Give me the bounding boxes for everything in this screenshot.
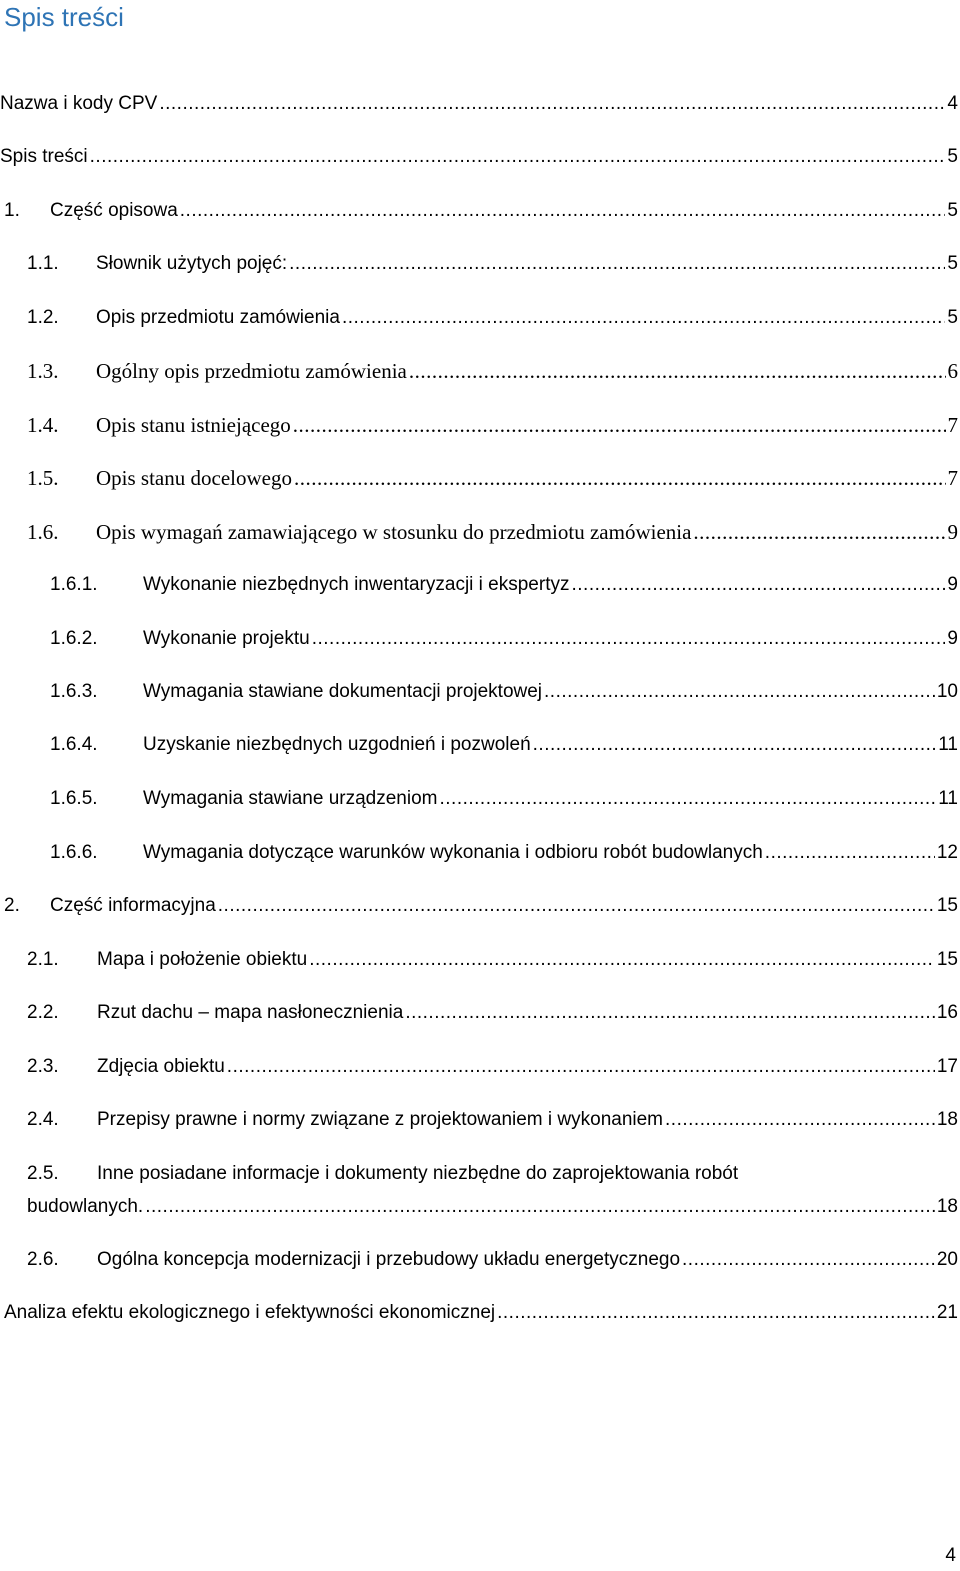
toc-leader [407,356,946,386]
page-number: 4 [945,1545,956,1566]
toc-entry[interactable] [0,677,958,707]
toc-entry-label: Uzyskanie niezbędnych uzgodnień i pozwoleń [143,734,531,755]
toc-entry-number: 1.4. [27,413,59,437]
toc-entry-label: Wykonanie niezbędnych inwentaryzacji i ekspertyz [143,574,570,595]
toc-entry-page: 5 [947,253,958,274]
toc-entry[interactable] [0,303,958,333]
toc-entry-number: 1.5. [27,466,59,490]
toc-leader [340,303,945,333]
toc-entry-page: 15 [936,895,958,916]
toc-entry[interactable] [0,1052,958,1082]
toc-leader [307,945,935,975]
toc-entry-label: Wykonanie projektu [143,628,310,649]
toc-entry-number: 1.6.3. [50,681,98,702]
toc-entry-page: 9 [947,574,958,595]
toc-entry-label: Analiza efektu ekologicznego i efektywności ekonomicznej [4,1302,496,1323]
toc-entry-number: 2. [4,895,20,916]
toc-entry[interactable] [0,784,958,814]
toc-entry-page: 9 [947,520,958,544]
toc-entry-label: Rzut dachu – mapa nasłonecznienia [97,1002,404,1023]
toc-entry-label: Zdjęcia obiektu [97,1056,225,1077]
toc-entry-page: 16 [936,1002,958,1023]
toc-leader [216,891,935,921]
toc-entry-label: Wymagania dotyczące warunków wykonania i odbioru robót budowlanych [143,842,763,863]
toc-entry-number: 1.6.6. [50,842,98,863]
toc-entry-label: Opis stanu istniejącego [96,413,291,437]
toc-leader [287,249,945,279]
toc-entry-label: Spis treści [0,146,88,167]
toc-entry-page: 4 [947,93,958,114]
toc-entry-page: 18 [936,1109,958,1130]
toc-entry[interactable] [0,891,958,921]
toc-entry-label: Wymagania stawiane dokumentacji projektowej [143,681,543,702]
toc-entry-label: Część informacyjna [50,895,216,916]
toc-entry[interactable] [0,730,958,760]
toc-entry-label: Opis przedmiotu zamówienia [96,307,340,328]
toc-entry[interactable] [0,1159,958,1222]
toc-entry-page: 12 [936,842,958,863]
toc-entry-number: 2.3. [27,1056,59,1077]
toc-entry[interactable] [0,463,958,493]
toc-entry-number: 1.6. [27,520,59,544]
toc-entry[interactable] [0,570,958,600]
toc-entry-number: 2.4. [27,1109,59,1130]
toc-entry-number: 2.1. [27,949,59,970]
toc-entry-page: 7 [947,413,958,437]
toc-entry[interactable] [0,1245,958,1275]
toc-entry-label: Nazwa i kody CPV [0,93,158,114]
toc-entry-label-continuation: budowlanych. [27,1196,144,1217]
toc-entry[interactable] [0,838,958,868]
toc-entry-label: Przepisy prawne i normy związane z projektowaniem i wykonaniem [97,1109,664,1130]
toc-entry-number: 1.6.2. [50,628,98,649]
toc-leader [157,89,945,119]
toc-entry-page: 21 [936,1302,958,1323]
toc-entry[interactable] [0,89,958,119]
toc-entry-number: 2.5. [27,1163,59,1184]
toc-entry-page: 20 [936,1249,958,1270]
toc-entry-page: 5 [947,146,958,167]
toc-entry[interactable] [0,624,958,654]
toc-entry-label: Inne posiadane informacje i dokumenty niezbędne do zaprojektowania robót [97,1163,739,1184]
toc-entry[interactable] [0,142,958,172]
toc-entry[interactable] [0,196,958,226]
toc-entry-page: 9 [947,628,958,649]
toc-entry[interactable] [0,1105,958,1135]
toc-leader [531,730,937,760]
toc-entry-page: 17 [936,1056,958,1077]
toc-entry-page: 6 [947,359,958,383]
toc-entry-label: Słownik użytych pojęć: [96,253,288,274]
toc-entry-label: Ogólny opis przedmiotu zamówienia [96,359,407,383]
toc-leader [495,1298,935,1328]
toc-entry-label: Opis wymagań zamawiającego w stosunku do przedmiotu zamówienia [96,520,692,544]
toc-leader [763,838,935,868]
toc-entry-label: Opis stanu docelowego [96,466,292,490]
toc-leader [291,410,946,440]
toc-leader [310,624,946,654]
toc-entry-label: Wymagania stawiane urządzeniom [143,788,438,809]
toc-leader [225,1052,935,1082]
toc-entry-number: 1.3. [27,359,59,383]
toc-entry-page: 11 [938,734,958,755]
toc-entry-label: Mapa i położenie obiektu [97,949,308,970]
toc-entry-number: 1.6.1. [50,574,98,595]
toc-entry-number: 1. [4,200,20,221]
toc-entry[interactable] [0,517,958,547]
toc-entry-page: 15 [936,949,958,970]
toc-leader [569,570,945,600]
toc-entry-page: 11 [938,788,958,809]
toc-leader [292,463,946,493]
toc-entry-label: Część opisowa [50,200,178,221]
toc-leader [88,142,946,172]
toc-leader [143,1192,935,1222]
toc-entry-number: 2.6. [27,1249,59,1270]
toc-leader [178,196,946,226]
toc-entry[interactable] [0,998,958,1028]
toc-entry-page: 18 [936,1196,958,1217]
toc-entry-number: 2.2. [27,1002,59,1023]
toc-leader [663,1105,935,1135]
toc-entry-page: 5 [947,307,958,328]
toc-entry[interactable] [0,410,958,440]
toc-leader [680,1245,935,1275]
toc-entry[interactable] [0,356,958,386]
toc-leader [691,517,945,547]
toc-entry-number: 1.1. [27,253,59,274]
page-title: Spis treści [4,2,124,32]
toc-entry-number: 1.6.5. [50,788,98,809]
toc-entry[interactable] [0,249,958,279]
toc-entry-page: 5 [947,200,958,221]
toc-entry-page: 7 [947,466,958,490]
toc-entry-page: 10 [936,681,958,702]
toc-leader [403,998,935,1028]
toc-leader [437,784,936,814]
toc-entry-number: 1.6.4. [50,734,98,755]
toc-leader [542,677,935,707]
toc-entry-label: Ogólna koncepcja modernizacji i przebudowy układu energetycznego [97,1249,681,1270]
toc-entry[interactable] [0,1298,958,1328]
toc-entry-number: 1.2. [27,307,59,328]
toc-entry[interactable] [0,945,958,975]
